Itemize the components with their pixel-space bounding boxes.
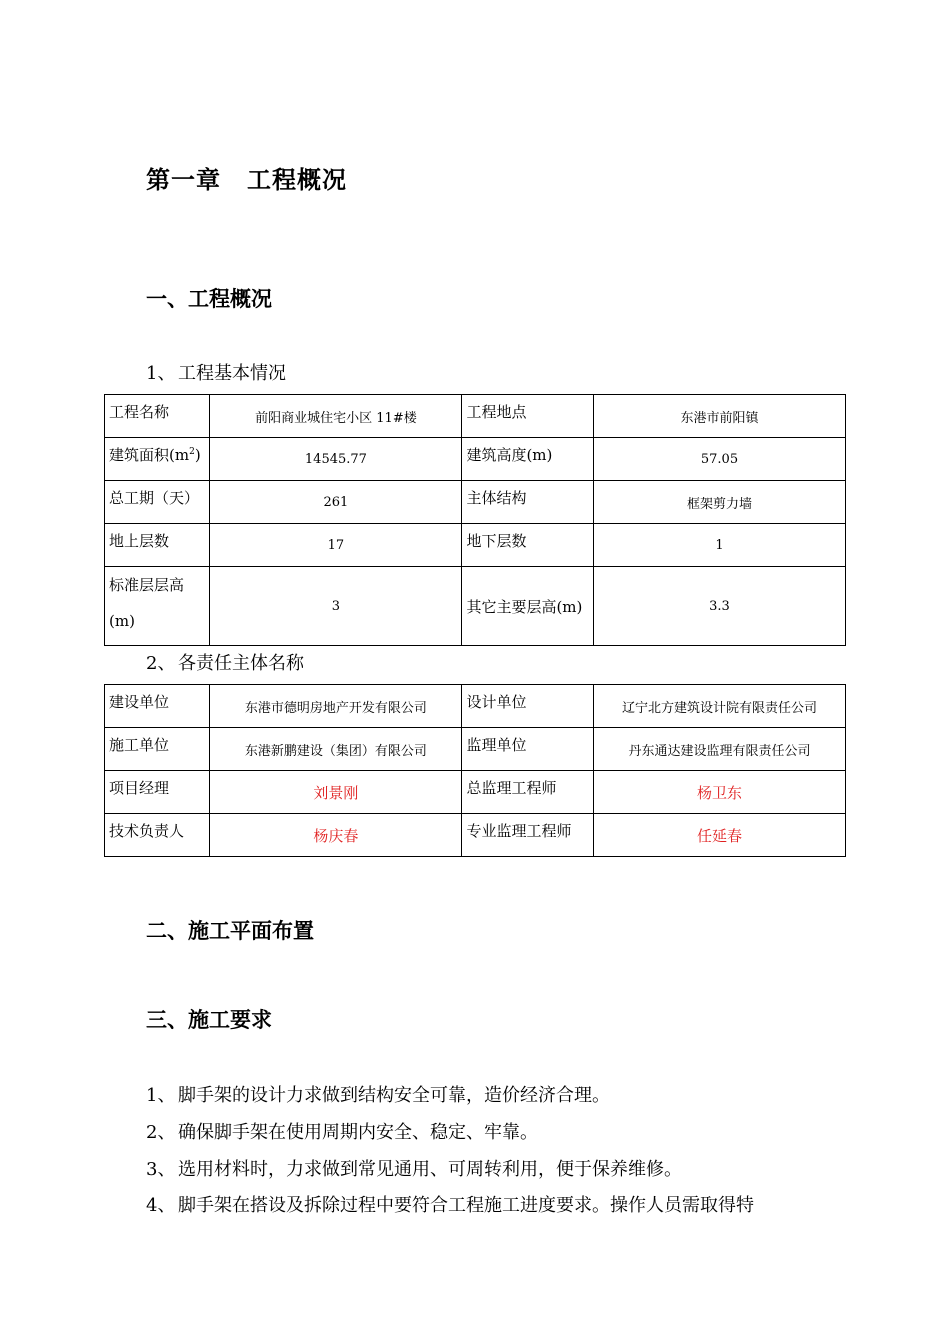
list-item [146,1118,538,1144]
cell-label: 建筑高度(m) [462,438,594,481]
cell-label: 施工单位 [105,728,210,771]
cell-value: 3 [210,567,462,646]
table-row [105,438,846,481]
list-item-number: 3、 [146,1159,176,1180]
cell-label: 其它主要层高(m) [462,567,594,646]
cell-value: 东港新鹏建设（集团）有限公司 [210,728,462,771]
subsection-number: 2、 [146,653,176,674]
cell-label-line: 标准层层高 [109,576,185,594]
cell-label: 总监理工程师 [462,771,594,814]
cell-value: 框架剪力墙 [593,481,845,524]
table-row [105,728,846,771]
list-item-text: 确保脚手架在使用周期内安全、稳定、牢靠。 [178,1122,538,1143]
cell-label: 总工期（天） [105,481,210,524]
cell-value: 17 [210,524,462,567]
cell-value: 14545.77 [210,438,462,481]
cell-label: 技术负责人 [105,814,210,857]
cell-value: 261 [210,481,462,524]
subsection-title-basic-info [146,359,286,385]
cell-label [105,567,210,646]
responsible-parties-table [104,684,846,857]
table-row [105,685,846,728]
cell-label: 建设单位 [105,685,210,728]
cell-value: 3.3 [593,567,845,646]
list-item-text: 脚手架的设计力求做到结构安全可靠，造价经济合理。 [178,1085,610,1106]
chapter-name: 工程概况 [247,166,347,194]
cell-label: 专业监理工程师 [462,814,594,857]
cell-value: 辽宁北方建筑设计院有限责任公司 [593,685,845,728]
section-title-requirements: 三、施工要求 [146,1008,272,1032]
table-row [105,481,846,524]
cell-label: 监理单位 [462,728,594,771]
list-item-number: 4、 [146,1195,176,1216]
cell-label: 地上层数 [105,524,210,567]
cell-value-highlight: 刘景刚 [210,771,462,814]
list-item [146,1081,610,1107]
subsection-title-responsible-parties [146,649,304,675]
cell-label: 工程地点 [462,395,594,438]
cell-value: 57.05 [593,438,845,481]
table-row [105,814,846,857]
section-title-overview: 一、工程概况 [146,287,272,311]
cell-value: 东港市前阳镇 [593,395,845,438]
cell-label: 项目经理 [105,771,210,814]
section-title-site-layout: 二、施工平面布置 [146,919,314,943]
list-item [146,1191,754,1217]
list-item-number: 2、 [146,1122,176,1143]
table-row [105,567,846,646]
cell-label: 建筑面积$(m^2)$ [105,438,210,481]
table-row [105,524,846,567]
cell-value-highlight: 杨卫东 [593,771,845,814]
subsection-number: 1、 [146,363,176,384]
cell-value: 东港市德明房地产开发有限公司 [210,685,462,728]
cell-value-highlight: 任延春 [593,814,845,857]
cell-label: 设计单位 [462,685,594,728]
list-item-text: 脚手架在搭设及拆除过程中要符合工程施工进度要求。操作人员需取得特 [178,1195,754,1216]
cell-label: 主体结构 [462,481,594,524]
cell-label: 地下层数 [462,524,594,567]
subsection-label: 各责任主体名称 [178,653,304,674]
list-item-number: 1、 [146,1085,176,1106]
cell-label-line: (m) [109,612,135,630]
cell-value: 丹东通达建设监理有限责任公司 [593,728,845,771]
table-row [105,771,846,814]
cell-value: 前阳商业城住宅小区 11#楼 [210,395,462,438]
cell-label: 工程名称 [105,395,210,438]
cell-value-highlight: 杨庆春 [210,814,462,857]
basic-info-table [104,394,846,646]
chapter-title [146,160,347,195]
list-item [146,1155,682,1181]
table-row [105,395,846,438]
subsection-label: 工程基本情况 [178,363,286,384]
list-item-text: 选用材料时，力求做到常见通用、可周转利用，便于保养维修。 [178,1159,682,1180]
chapter-number: 第一章 [146,166,221,194]
cell-value: 1 [593,524,845,567]
